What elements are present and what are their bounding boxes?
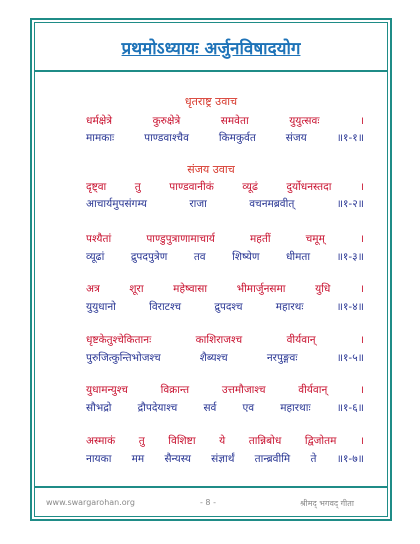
verse-word: समवेता (220, 115, 249, 127)
verse-word: पाण्डवानीकं (169, 181, 214, 193)
verse-word: दुर्योधनस्तदा (286, 181, 332, 193)
verse-word: धर्मक्षेत्रे (86, 115, 113, 127)
verse-word: ॥१-३॥ (336, 251, 364, 263)
verse-word: सौभद्रो (86, 402, 112, 414)
verse-word: भीमार्जुनसमा (236, 283, 286, 295)
verse-word: महतीं (249, 233, 271, 245)
verse-word: राजा (189, 198, 207, 210)
verse-word: महारथाः (280, 402, 311, 414)
verse-word: वीर्यवान् (286, 334, 316, 346)
verse-word: । (360, 283, 364, 295)
chapter-title: प्रथमोऽध्यायः अर्जुनविषादयोग (121, 39, 301, 59)
verse-word: वीर्यवान् (298, 384, 328, 396)
verse-word: अस्माकं (86, 435, 116, 447)
verse-word: संज्ञार्थं (211, 453, 235, 465)
footer-website: www.swargarohan.org (46, 498, 135, 507)
verse-word: व्यूढं (242, 181, 258, 193)
verse-5-line-1 (86, 333, 364, 347)
verse-word: शैब्यश्च (199, 352, 228, 364)
verse-word: विराटश्च (149, 301, 182, 313)
verse-word: संजय (285, 132, 307, 144)
verse-word: युधि (315, 283, 331, 295)
verse-word: । (359, 181, 364, 193)
verse-5-line-2 (86, 351, 364, 365)
verse-6-line-2 (86, 401, 364, 415)
footer-rule (34, 486, 388, 488)
verse-word: पुरुजित्कुन्तिभोजश्च (86, 352, 161, 364)
verse-word: तव (193, 251, 206, 263)
verse-7-line-2 (86, 452, 364, 466)
verse-word: । (360, 384, 364, 396)
footer-book-title: श्रीमद् भगवद् गीता (300, 499, 354, 508)
verse-word: पाण्डवाश्चैव (144, 132, 189, 144)
verse-word: युयुत्सवः (289, 115, 320, 127)
verse-4-line-1 (86, 282, 364, 296)
verse-word: महारथः (275, 301, 304, 313)
verse-word: शूरा (129, 283, 144, 295)
verse-3-line-1 (86, 232, 364, 246)
verse-2-line-1 (86, 180, 364, 194)
verse-word: आचार्यमुपसंगम्य (86, 198, 147, 210)
verse-word: द्विजोतम (304, 435, 337, 447)
verse-word: एव (242, 402, 255, 414)
verse-word: ते (310, 453, 317, 465)
verse-word: तु (138, 435, 145, 447)
verse-word: द्रौपदेयाश्च (137, 402, 178, 414)
verse-6-line-1 (86, 383, 364, 397)
verse-word: वचनमब्रवीत् (249, 198, 295, 210)
verse-word: नायका (86, 453, 112, 465)
verse-word: । (359, 435, 364, 447)
verse-word: मम (131, 453, 145, 465)
verse-3-line-2 (86, 250, 364, 264)
verse-word: ॥१-६॥ (336, 402, 364, 414)
verse-word: तान्निबोध (248, 435, 282, 447)
verse-7-line-1 (86, 434, 364, 448)
verse-word: कुरुक्षेत्रे (152, 115, 181, 127)
verse-word: । (359, 233, 364, 245)
verse-word: अत्र (86, 283, 100, 295)
verse-word: ॥१-२॥ (336, 198, 364, 210)
verse-1-line-1 (86, 114, 364, 128)
verse-word: ये (219, 435, 226, 447)
title-rule (34, 70, 388, 72)
verse-word: सर्व (203, 402, 217, 414)
verse-word: व्यूढां (86, 251, 105, 263)
verse-word: नरपुङ्गवः (266, 352, 298, 364)
speaker-sanjaya: संजय उवाच (187, 163, 235, 176)
verse-word: । (360, 334, 364, 346)
verse-word: विक्रान्त (160, 384, 190, 396)
verse-word: उत्तमौजाश्च (221, 384, 266, 396)
verse-word: किमकुर्वत (218, 132, 256, 144)
verse-word: द्रुपदपुत्रेण (130, 251, 168, 263)
verse-word: तान्ब्रवीमि (254, 453, 291, 465)
verse-word: तु (134, 181, 141, 193)
verse-word: पाण्डुपुत्राणामाचार्य (146, 233, 215, 245)
verse-word: धीमता (285, 251, 311, 263)
verse-word: दृष्ट्वा (86, 181, 107, 193)
verse-word: । (359, 115, 364, 127)
verse-2-line-2 (86, 197, 364, 211)
footer-page-number: - 8 - (200, 498, 216, 507)
verse-1-line-2 (86, 131, 364, 145)
verse-word: पश्यैतां (86, 233, 112, 245)
verse-word: मामकाः (86, 132, 115, 144)
verse-word: ॥१-१॥ (336, 132, 364, 144)
verse-word: ॥१-७॥ (336, 453, 364, 465)
verse-word: सैन्यस्य (164, 453, 191, 465)
verse-word: विशिष्टा (168, 435, 196, 447)
verse-word: महेष्वासा (173, 283, 208, 295)
verse-word: चमूम् (305, 233, 325, 245)
verse-word: युयुधानो (86, 301, 116, 313)
verse-4-line-2 (86, 300, 364, 314)
verse-word: शिष्येण (232, 251, 260, 263)
speaker-dhritarashtra: धृतराष्ट्र उवाच (184, 95, 238, 108)
verse-word: द्रुपदश्च (214, 301, 243, 313)
verse-word: काशिराजश्च (195, 334, 243, 346)
verse-word: ॥१-४॥ (336, 301, 364, 313)
verse-word: धृष्टकेतुश्चेकितानः (86, 334, 152, 346)
verse-word: युधामन्युश्च (86, 384, 128, 396)
verse-word: ॥१-५॥ (336, 352, 364, 364)
